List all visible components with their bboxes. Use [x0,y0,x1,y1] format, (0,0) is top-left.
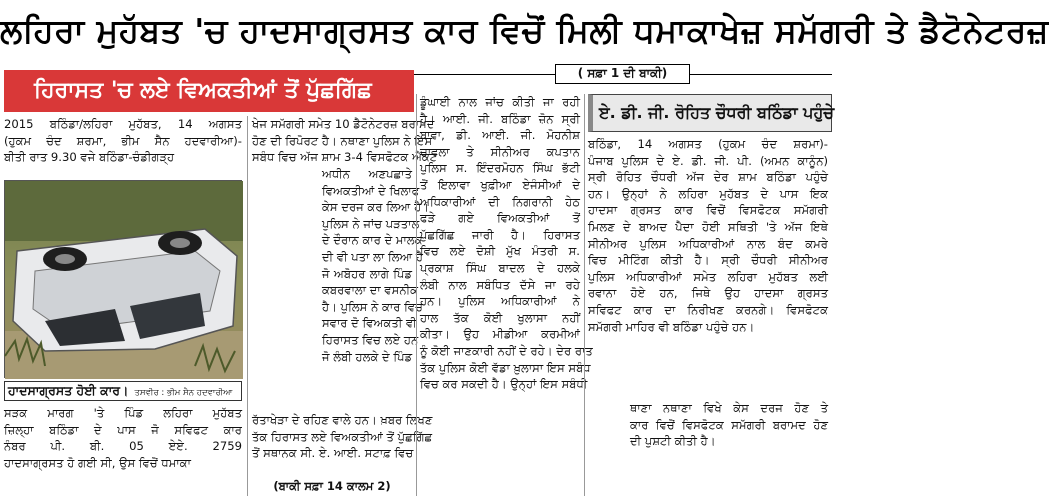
column-divider [247,116,248,496]
subhead-banner: ਹਿਰਾਸਤ 'ਚ ਲਏ ਵਿਅਕਤੀਆਂ ਤੋਂ ਪੁੱਛਗਿੱਛ [4,70,414,112]
column-1-bottom [4,405,242,471]
text-line: ਸਵਾਰ ਦੋ ਵਿਅਕਤੀ ਵੀ [322,316,417,331]
text-line: ਲੰਬੀ ਨਾਲ ਸਬੰਧਿਤ ਦੱਸੇ ਜਾ ਰਹੇ [420,277,580,292]
text-line: ਤੋਂ ਇਲਾਵਾ ਖੁਫ਼ੀਆ ਏਜੰਸੀਆਂ ਦੇ [420,177,580,192]
text-line: ਥਾਣਾ ਨਥਾਣਾ ਵਿਖੇ ਕੇਸ ਦਰਜ ਹੋਣ ਤੇ [630,401,828,415]
text-line: ਹਾਲ ਤੱਕ ਕੋਈ ਖੁਲਾਸਾ ਨਹੀਂ [420,310,580,325]
text-line: ਸੜਕ ਮਾਰਗ 'ਤੇ ਪਿੰਡ ਲਹਿਰਾ ਮੁਹੱਬਤ [4,406,242,420]
column-divider [584,94,585,496]
text-line: ਤੱਕ ਹਿਰਾਸਤ ਲਏ ਵਿਅਕਤੀਆਂ ਤੋਂ ਪੁੱਛਗਿੱਛ [252,429,433,444]
text-line: ਹਨ। ਉਨ੍ਹਾਂ ਨੇ ਲਹਿਰਾ ਮੁਹੱਬਤ ਦੇ ਪਾਸ ਇਕ [588,186,828,201]
text-line: ਬਾਵਾ, ਡੀ. ਆਈ. ਜੀ. ਮੋਹਨੀਸ਼ [420,128,580,143]
text-line: ਡੂੰਘਾਈ ਨਾਲ ਜਾਂਚ ਕੀਤੀ ਜਾ ਰਹੀ [420,95,580,109]
text-line: ਪੁਲਿਸ ਸ. ਇੰਦਰਮੋਹਨ ਸਿੰਘ ਭੱਟੀ [420,161,580,176]
text-line: ਤੱਕ ਪੁਲਿਸ ਕੋਈ ਵੱਡਾ ਖ਼ੁਲਾਸਾ ਇਸ ਸਬੰਧ [420,360,591,375]
text-line: ਸ੍ਰੀ ਰੋਹਿਤ ਚੌਧਰੀ ਅੱਜ ਦੇਰ ਸ਼ਾਮ ਬਠਿੰਡਾ ਪਹੁੰਚੇ [588,170,828,185]
text-line: ਸਬੰਧ ਵਿਚ ਅੱਜ ਸ਼ਾਮ 3-4 ਵਿਸਫੋਟਕ ਐਕਟ [252,150,438,165]
overturned-car-image [5,181,243,379]
text-line: ਵਿਅਕਤੀਆਂ ਦੇ ਖਿਲਾਫ [322,183,420,198]
text-line: ਖੇਜ ਸਮੱਗਰੀ ਸਮੇਤ 10 ਡੈਟੋਨੇਟਰਜ਼ ਬਰਾਮਦ [252,117,435,131]
text-line: ਵਿਚ ਲਏ ਦੋਸ਼ੀ ਮੁੱਖ ਮੰਤਰੀ ਸ. [420,244,580,259]
column-2-top [252,116,438,166]
text-line: ਹੋਣ ਦੀ ਰਿਪੋਰਟ ਹੈ। ਨਥਾਣਾ ਪੁਲਿਸ ਨੇ ਇਸ [252,133,433,148]
photo-credit: ਤਸਵੀਰ : ਭੀਮ ਸੈਨ ਹਦਵਾਰੀਆ [134,388,233,398]
text-line: ਦੇ ਦੌਰਾਨ ਕਾਰ ਦੇ ਮਾਲਕ [322,233,423,248]
text-line: ਹਨ। ਪੁਲਿਸ ਅਧਿਕਾਰੀਆਂ ਨੇ [420,294,580,309]
text-line: ਹੈ। ਆਈ. ਜੀ. ਬਠਿੰਡਾ ਜ਼ੋਨ ਸ੍ਰੀ [420,111,580,126]
text-line: ਰੱਤਾਖੇੜਾ ਦੇ ਰਹਿਣ ਵਾਲੇ ਹਨ। ਖ਼ਬਰ ਲਿਖਣ [252,413,433,427]
text-line: ਸਵਿਫਟ ਕਾਰ ਦਾ ਨਿਰੀਖਣ ਕਰਨਗੇ। ਵਿਸਫੋਟਕ [588,302,828,317]
column-1-top [4,116,242,166]
text-line: ਸੀਨੀਅਰ ਪੁਲਿਸ ਅਧਿਕਾਰੀਆਂ ਨਾਲ ਬੰਦ ਕਮਰੇ [588,236,828,251]
box-headline: ਏ. ਡੀ. ਜੀ. ਰੋਹਿਤ ਚੌਧਰੀ ਬਠਿੰਡਾ ਪਹੁੰਚੇ [588,94,832,132]
column-3 [420,94,593,393]
text-line: ਜੋ ਲੰਬੀ ਹਲਕੇ ਦੇ ਪਿੰਡ [322,349,413,364]
text-line: ਨੂੰ ਕੋਈ ਜਾਣਕਾਰੀ ਨਹੀਂ ਦੇ ਰਹੇ। ਦੇਰ ਰਾਤ [420,343,593,358]
headline: ਲਹਿਰਾ ਮੁਹੱਬਤ 'ਚ ਹਾਦਸਾਗ੍ਰਸਤ ਕਾਰ ਵਿਚੋਂ ਮਿਲੀ ਧਮਾਕਾਖੇਜ਼ ਸਮੱਗਰੀ ਤੇ ਡੈਟੋਨੇਟਰਜ਼ [0,11,1049,50]
text-line: ਅਧਿਕਾਰੀਆਂ ਦੀ ਨਿਗਰਾਨੀ ਹੇਠ [420,194,580,209]
text-line: ਮਿਲਣ ਦੇ ਬਾਅਦ ਪੈਦਾ ਹੋਈ ਸਥਿਤੀ 'ਤੇ ਅੱਜ ਇਥੇ [588,219,828,234]
photo-caption [4,381,242,401]
jump-line: (ਬਾਕੀ ਸਫ਼ਾ 14 ਕਾਲਮ 2) [273,479,391,493]
text-line: ਰਵਾਨਾ ਹੋਏ ਹਨ, ਜਿਥੇ ਉਹ ਹਾਦਸਾ ਗ੍ਰਸਤ [588,286,828,301]
text-line: ਦੀ ਵੀ ਪਤਾ ਲਾ ਲਿਆ ਹੈ [322,249,424,264]
text-line: ਜ਼ਿਲ੍ਹਾ ਬਠਿੰਡਾ ਦੇ ਪਾਸ ਜੋ ਸਵਿਫਟ ਕਾਰ [4,422,242,437]
text-line: ਹੈ। ਪੁਲਿਸ ਨੇ ਕਾਰ ਵਿਚ [322,299,423,314]
text-line: ਹਾਦਸਾਗ੍ਰਸਤ ਹੋ ਗਈ ਸੀ, ਉਸ ਵਿਚੋਂ ਧਮਾਕਾ [4,455,191,470]
caption-text: ਹਾਦਸਾਗ੍ਰਸਤ ਹੋਈ ਕਾਰ। [8,383,129,398]
text-line: ਚਾਵਲਾ ਤੇ ਸੀਨੀਅਰ ਕਪਤਾਨ [420,144,580,159]
text-line: ਵਿਚ ਮੀਟਿੰਗ ਕੀਤੀ ਹੈ। ਸ੍ਰੀ ਚੌਧਰੀ ਸੀਨੀਅਰ [588,253,828,268]
text-line: ਵਿਚ ਕਰ ਸਕਦੀ ਹੈ। ਉਨ੍ਹਾਂ ਇਸ ਸਬੰਧੀ [420,377,588,392]
column-4-bottom [630,400,828,450]
text-line: ਪੁੱਛਗਿੱਛ ਜਾਰੀ ਹੈ। ਹਿਰਾਸਤ [420,227,580,242]
text-line: ਕਬਰਵਾਲਾ ਦਾ ਵਸਨੀਕ [322,283,419,298]
text-line: ਬਠਿੰਡਾ, 14 ਅਗਸਤ (ਹੁਕਮ ਚੰਦ ਸ਼ਰਮਾ)- [588,137,828,151]
text-line: ਪ੍ਰਕਾਸ਼ ਸਿੰਘ ਬਾਦਲ ਦੇ ਹਲਕੇ [420,260,580,275]
text-line: ਜੋ ਅਬੋਹਰ ਲਾਗੇ ਪਿੰਡ [322,266,412,281]
column-2-narrow [322,166,430,365]
text-line: (ਹੁਕਮ ਚੰਦ ਸ਼ਰਮਾ, ਭੀਮ ਸੈਨ ਹਦਵਾਰੀਆ)- [4,133,242,148]
text-line: ਕੀਤਾ। ਉਹ ਮੀਡੀਆ ਕਰਮੀਆਂ [420,327,580,342]
column-4 [588,136,828,335]
text-line: ਪੁਲਿਸ ਨੇ ਜਾਂਚ ਪੜਤਾਲ [322,216,420,231]
car-photo [4,180,242,378]
text-line: ਬੀਤੀ ਰਾਤ 9.30 ਵਜੇ ਬਠਿੰਡਾ-ਚੰਡੀਗੜ੍ਹ [4,150,175,165]
text-line: ਹਾਦਸਾ ਗ੍ਰਸਤ ਕਾਰ ਵਿਚੋਂ ਵਿਸਫੋਟਕ ਸਮੱਗਰੀ [588,203,828,218]
text-line: ਕਾਰ ਵਿਚੋਂ ਵਿਸਫੋਟਕ ਸਮੱਗਰੀ ਬਰਾਮਦ ਹੋਣ [630,417,828,432]
text-line: ਦੀ ਪੁਸ਼ਟੀ ਕੀਤੀ ਹੈ। [630,434,716,449]
text-line: 2015 ਬਠਿੰਡਾ/ਲਹਿਰਾ ਮੁਹੱਬਤ, 14 ਅਗਸਤ [4,117,242,131]
text-line: ਪੁਲਿਸ ਅਧਿਕਾਰੀਆਂ ਸਮੇਤ ਲਹਿਰਾ ਮੁਹੱਬਤ ਲਈ [588,269,828,284]
column-divider [416,94,417,496]
text-line: ਪੰਜਾਬ ਪੁਲਿਸ ਦੇ ਏ. ਡੀ. ਜੀ. ਪੀ. (ਅਮਨ ਕਾਨੂੰਨ) [588,153,828,168]
text-line: ਅਧੀਨ ਅਣਪਛਾਤੇ [322,167,412,181]
text-line: ਫੜੇ ਗਏ ਵਿਅਕਤੀਆਂ ਤੋਂ [420,211,580,226]
column-2-bottom [252,412,433,462]
text-line: ਤੋਂ ਸਥਾਨਕ ਸੀ. ਏ. ਆਈ. ਸਟਾਫ਼ ਵਿਚ [252,446,414,461]
text-line: ਨੰਬਰ ਪੀ. ਬੀ. 05 ਏਏ. 2759 [4,439,242,454]
text-line: ਸਮੱਗਰੀ ਮਾਹਿਰ ਵੀ ਬਠਿੰਡਾ ਪਹੁੰਚੇ ਹਨ। [588,319,755,334]
text-line: ਹਿਰਾਸਤ ਵਿਚ ਲਏ ਹਨ [322,332,419,347]
text-line: ਕੇਸ ਦਰਜ ਕਰ ਲਿਆ ਹੈ। [322,200,430,215]
continued-tag: ( ਸਫ਼ਾ 1 ਦੀ ਬਾਕੀ) [555,64,690,84]
